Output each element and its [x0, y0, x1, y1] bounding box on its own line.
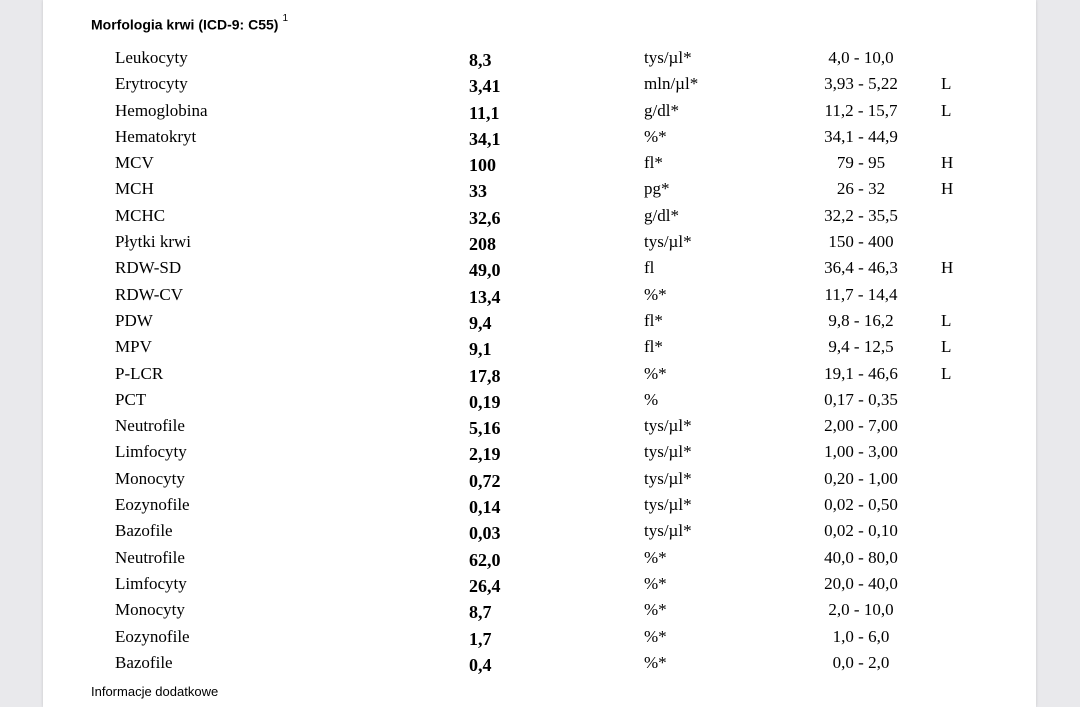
test-name: Monocyty [115, 600, 185, 620]
reference-range: 9,8 - 16,2 [828, 310, 894, 330]
reference-range: 1,00 - 3,00 [824, 442, 898, 462]
abnormal-flag: H [941, 179, 954, 199]
result-row [43, 203, 1036, 229]
test-value: 5,16 [469, 418, 501, 439]
test-name: Limfocyty [115, 442, 187, 462]
result-row [43, 466, 1036, 492]
test-name: MCV [115, 153, 154, 173]
result-row [43, 518, 1036, 544]
reference-range: 0,17 - 0,35 [824, 389, 898, 409]
reference-range: 32,2 - 35,5 [824, 205, 898, 225]
reference-range: 150 - 400 [828, 232, 894, 252]
test-value: 100 [469, 155, 496, 176]
reference-range: 9,4 - 12,5 [828, 337, 894, 357]
test-unit: %* [644, 284, 667, 304]
result-row [43, 597, 1036, 623]
test-unit: % [644, 389, 659, 409]
result-row [43, 334, 1036, 360]
test-value: 0,4 [469, 654, 492, 675]
test-name: Hematokryt [115, 126, 197, 146]
test-unit: %* [644, 600, 667, 620]
test-name: MCHC [115, 205, 166, 225]
result-row [43, 492, 1036, 518]
reference-range: 79 - 95 [836, 153, 886, 173]
result-row [43, 624, 1036, 650]
test-name: MPV [115, 337, 152, 357]
test-value: 2,19 [469, 444, 501, 465]
test-name: P-LCR [115, 363, 164, 383]
test-value: 49,0 [469, 260, 501, 281]
abnormal-flag: L [941, 100, 952, 120]
reference-range: 40,0 - 80,0 [824, 547, 898, 567]
test-value: 9,1 [469, 339, 492, 360]
test-unit: fl* [644, 153, 663, 173]
test-name: PCT [115, 389, 147, 409]
test-unit: %* [644, 547, 667, 567]
test-value: 0,14 [469, 497, 501, 518]
reference-range: 36,4 - 46,3 [824, 258, 898, 278]
test-unit: tys/µl* [644, 442, 692, 462]
reference-range: 26 - 32 [836, 179, 886, 199]
test-value: 62,0 [469, 549, 501, 570]
reference-range: 0,02 - 0,10 [824, 521, 898, 541]
result-row [43, 124, 1036, 150]
test-name: Limfocyty [115, 573, 187, 593]
section-title: Morfologia krwi (ICD-9: C55) [91, 16, 279, 33]
result-row [43, 571, 1036, 597]
result-row [43, 650, 1036, 676]
test-value: 8,7 [469, 602, 492, 623]
reference-range: 3,93 - 5,22 [824, 74, 898, 94]
test-name: RDW-SD [115, 258, 182, 278]
result-row [43, 71, 1036, 97]
reference-range: 1,0 - 6,0 [832, 626, 890, 646]
reference-range: 19,1 - 46,6 [824, 363, 898, 383]
test-unit: tys/µl* [644, 416, 692, 436]
test-value: 0,03 [469, 523, 501, 544]
result-row [43, 282, 1036, 308]
result-row [43, 413, 1036, 439]
reference-range: 34,1 - 44,9 [824, 126, 898, 146]
reference-range: 0,02 - 0,50 [824, 495, 898, 515]
abnormal-flag: H [941, 258, 954, 278]
test-unit: %* [644, 363, 667, 383]
reference-range: 11,2 - 15,7 [824, 100, 898, 120]
result-row [43, 98, 1036, 124]
section-heading [91, 13, 289, 33]
test-unit: tys/µl* [644, 521, 692, 541]
test-value: 34,1 [469, 128, 501, 149]
test-value: 9,4 [469, 312, 492, 333]
test-name: Bazofile [115, 521, 173, 541]
test-unit: %* [644, 652, 667, 672]
test-unit: pg* [644, 179, 670, 199]
footnote-mark: 1 [282, 13, 289, 24]
test-unit: tys/µl* [644, 468, 692, 488]
test-unit: fl [644, 258, 655, 278]
reference-range: 20,0 - 40,0 [824, 573, 898, 593]
reference-range: 2,0 - 10,0 [828, 600, 894, 620]
test-name: Neutrofile [115, 547, 185, 567]
test-unit: g/dl* [644, 100, 679, 120]
test-value: 0,72 [469, 470, 501, 491]
test-unit: tys/µl* [644, 495, 692, 515]
reference-range: 2,00 - 7,00 [824, 416, 898, 436]
test-name: Leukocyty [115, 48, 188, 67]
test-name: Neutrofile [115, 416, 185, 436]
test-value: 8,3 [469, 50, 492, 70]
test-value: 17,8 [469, 365, 501, 386]
test-unit: tys/µl* [644, 48, 692, 67]
test-value: 33 [469, 181, 487, 202]
result-row [43, 308, 1036, 334]
test-value: 0,19 [469, 391, 501, 412]
test-name: Płytki krwi [115, 232, 192, 252]
test-name: PDW [115, 310, 153, 330]
test-name: Bazofile [115, 652, 173, 672]
test-value: 13,4 [469, 286, 501, 307]
test-name: Hemoglobina [115, 100, 208, 120]
test-unit: %* [644, 573, 667, 593]
test-name: Monocyty [115, 468, 185, 488]
result-row [43, 439, 1036, 465]
reference-range: 0,0 - 2,0 [832, 652, 890, 672]
additional-info-label: Informacje dodatkowe [91, 684, 219, 699]
result-row [43, 387, 1036, 413]
test-value: 3,41 [469, 76, 501, 97]
test-name: MCH [115, 179, 154, 199]
reference-range: 4,0 - 10,0 [828, 48, 894, 67]
abnormal-flag: H [941, 153, 954, 173]
result-row [43, 545, 1036, 571]
test-value: 208 [469, 234, 496, 255]
result-row [43, 229, 1036, 255]
test-unit: fl* [644, 310, 663, 330]
abnormal-flag: L [941, 337, 952, 357]
test-unit: g/dl* [644, 205, 679, 225]
result-row [43, 255, 1036, 281]
test-value: 26,4 [469, 575, 501, 596]
report-page [43, 0, 1036, 707]
result-row [43, 150, 1036, 176]
test-unit: tys/µl* [644, 232, 692, 252]
results-table [43, 45, 1036, 676]
reference-range: 0,20 - 1,00 [824, 468, 898, 488]
test-name: Erytrocyty [115, 74, 188, 94]
result-row [43, 361, 1036, 387]
test-unit: %* [644, 626, 667, 646]
reference-range: 11,7 - 14,4 [824, 284, 898, 304]
abnormal-flag: L [941, 363, 952, 383]
test-value: 11,1 [469, 102, 500, 123]
test-unit: mln/µl* [644, 74, 699, 94]
abnormal-flag: L [941, 310, 952, 330]
test-unit: %* [644, 126, 667, 146]
test-name: Eozynofile [115, 495, 190, 515]
result-row [43, 45, 1036, 71]
test-name: RDW-CV [115, 284, 183, 304]
test-name: Eozynofile [115, 626, 190, 646]
abnormal-flag: L [941, 74, 952, 94]
test-unit: fl* [644, 337, 663, 357]
test-value: 32,6 [469, 207, 501, 228]
result-row [43, 176, 1036, 202]
test-value: 1,7 [469, 628, 492, 649]
